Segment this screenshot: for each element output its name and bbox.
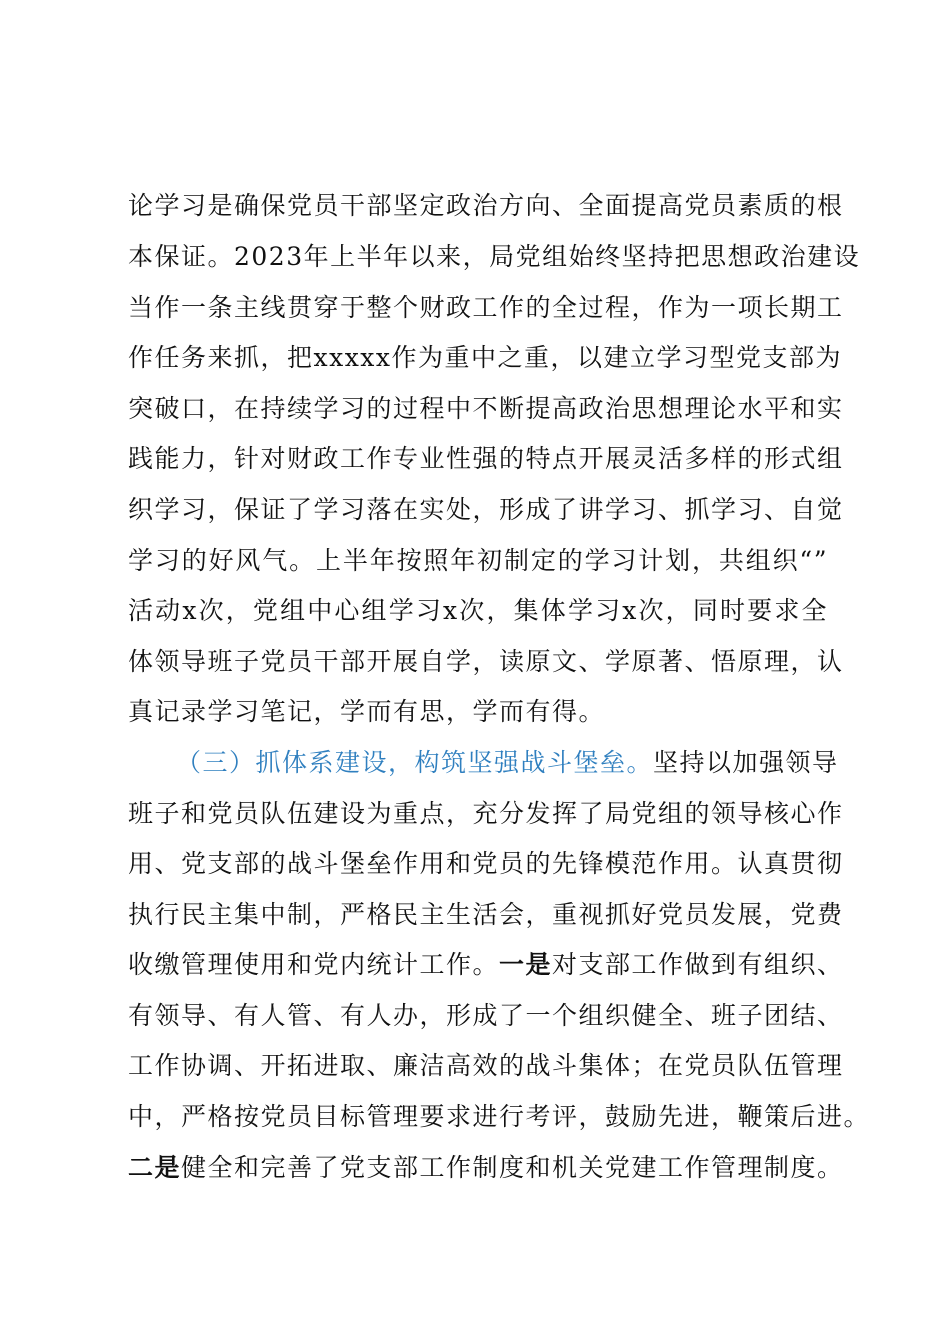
paragraph-2-line-9-rest: 健全和完善了党支部工作制度和机关党建工作管理制度。	[181, 1153, 844, 1182]
paragraph-1-line-11: 真记录学习笔记，学而有思，学而有得。	[128, 697, 606, 726]
bold-marker-first: 一是	[499, 950, 553, 979]
paragraph-1-line-10: 体领导班子党员干部开展自学，读原文、学原著、悟原理，认	[128, 647, 844, 676]
paragraph-2-line-4: 执行民主集中制，严格民主生活会，重视抓好党员发展，党费	[128, 900, 844, 929]
paragraph-2-line-1	[176, 743, 839, 783]
paragraph-2-line-8: 中，严格按党员目标管理要求进行考评，鼓励先进，鞭策后进。	[128, 1102, 871, 1131]
paragraph-1-line-4: 作任务来抓，把xxxxx作为重中之重，以建立学习型党支部为	[128, 343, 842, 372]
paragraph-1-line-6: 践能力，针对财政工作专业性强的特点开展灵活多样的形式组	[128, 444, 844, 473]
paragraph-2-line-9	[128, 1148, 844, 1188]
paragraph-1-line-7: 织学习，保证了学习落在实处，形成了讲学习、抓学习、自觉	[128, 495, 844, 524]
paragraph-2-line-5	[128, 945, 844, 985]
bold-marker-second: 二是	[128, 1153, 182, 1182]
paragraph-2-line-5-start: 收缴管理使用和党内统计工作。	[128, 950, 500, 979]
paragraph-2-line-7: 工作协调、开拓进取、廉洁高效的战斗集体；在党员队伍管理	[128, 1051, 844, 1080]
paragraph-1-line-2: 本保证。2023年上半年以来，局党组始终坚持把思想政治建设	[128, 242, 861, 271]
paragraph-1-line-8: 学习的好风气。上半年按照年初制定的学习计划，共组织“”	[128, 546, 828, 575]
paragraph-1-line-5: 突破口，在持续学习的过程中不断提高政治思想理论水平和实	[128, 394, 844, 423]
paragraph-1-line-9: 活动x次，党组中心组学习x次，集体学习x次，同时要求全	[128, 596, 828, 625]
paragraph-2-line-3: 用、党支部的战斗堡垒作用和党员的先锋模范作用。认真贯彻	[128, 849, 844, 878]
paragraph-2-line-6: 有领导、有人管、有人办，形成了一个组织健全、班子团结、	[128, 1001, 844, 1030]
paragraph-1-line-3: 当作一条主线贯穿于整个财政工作的全过程，作为一项长期工	[128, 293, 844, 322]
paragraph-2-line-5-end: 对支部工作做到有组织、	[552, 950, 844, 979]
section-heading: （三）抓体系建设，构筑坚强战斗堡垒。	[176, 748, 654, 777]
paragraph-2-line-2: 班子和党员队伍建设为重点，充分发挥了局党组的领导核心作	[128, 799, 844, 828]
paragraph-2-line-1-rest: 坚持以加强领导	[653, 748, 839, 777]
paragraph-1-line-1: 论学习是确保党员干部坚定政治方向、全面提高党员素质的根	[128, 191, 844, 220]
